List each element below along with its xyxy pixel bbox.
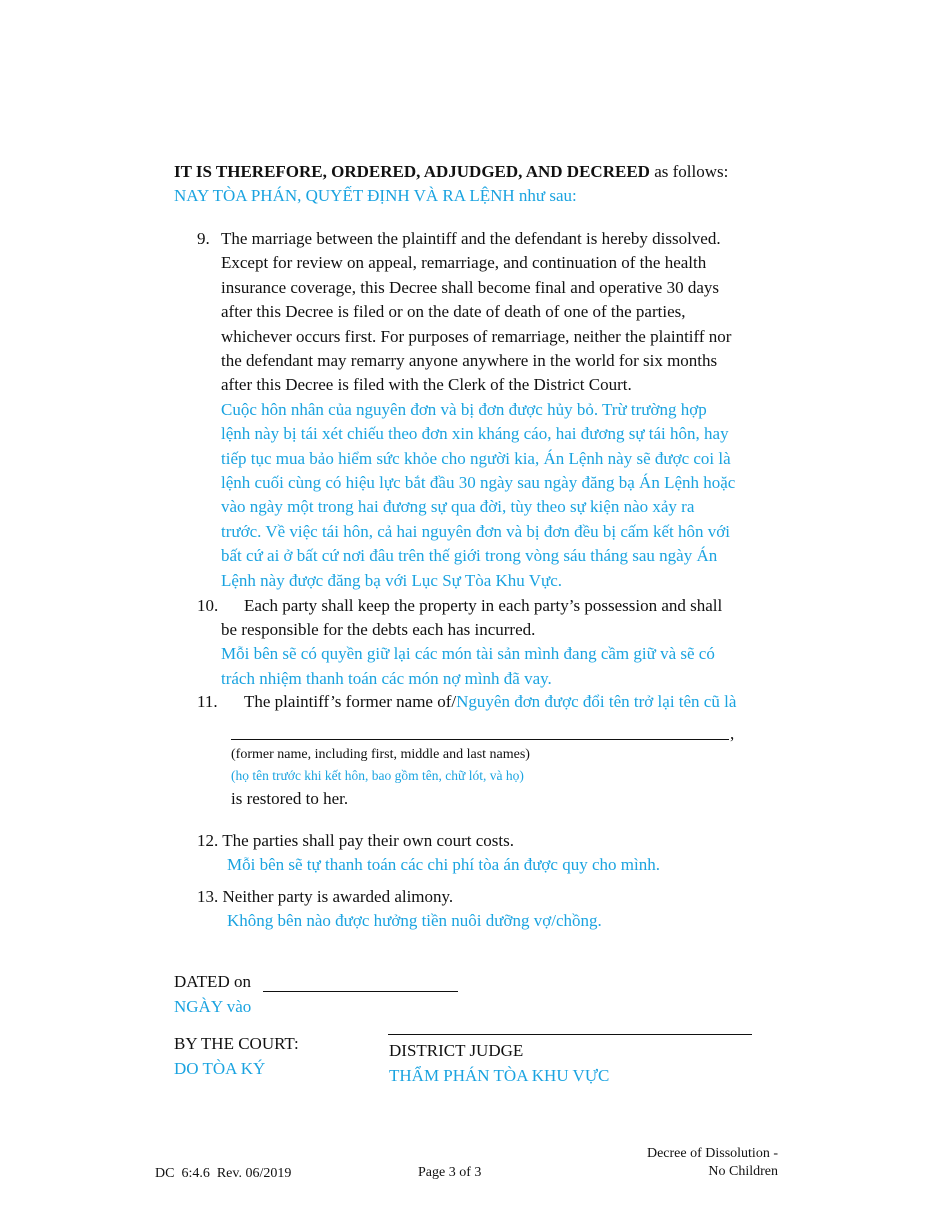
form-title-line-2: No Children bbox=[708, 1164, 778, 1179]
item-9-vi-line: vào ngày một trong hai đương sự qua đời, tùy theo sự kiện nào xảy ra bbox=[221, 497, 695, 517]
name-restored-text: is restored to her. bbox=[231, 789, 349, 808]
item-12-en: 12. The parties shall pay their own court costs. bbox=[197, 831, 514, 850]
form-title-line-1: Decree of Dissolution - bbox=[646, 1146, 778, 1161]
item-9-vi-line: lệnh này bị tái xét chiếu theo đơn xin kháng cáo, hai đương sự tái hôn, hay bbox=[221, 424, 729, 444]
item-11-number: 11. bbox=[197, 692, 218, 711]
page-number: Page 3 of 3 bbox=[418, 1165, 482, 1180]
former-name-comma: , bbox=[730, 724, 735, 743]
former-name-caption: (former name, including first, middle and last names) bbox=[231, 747, 530, 762]
item-12-vi: Mỗi bên sẽ tự thanh toán các chi phí tòa án được quy cho mình. bbox=[227, 855, 660, 874]
former-name-line[interactable] bbox=[231, 739, 729, 740]
item-13-vi: Không bên nào được hưởng tiền nuôi dưỡng vợ/chồng. bbox=[227, 911, 602, 930]
item-9-en-line: after this Decree is filed with the Clerk of the District Court. bbox=[221, 375, 632, 395]
decree-intro bbox=[174, 160, 814, 184]
item-9-number: 9. bbox=[197, 229, 210, 248]
item-10-vi-line: trách nhiệm thanh toán các món nợ mình đã vay. bbox=[221, 668, 552, 688]
item-9-en-line: whichever occurs first. For purposes of remarriage, neither the plaintiff nor bbox=[221, 326, 732, 346]
judge-signature-line[interactable] bbox=[388, 1034, 752, 1035]
item-9-en-line: the defendant may remarry anyone anywhere in the world for six months bbox=[221, 351, 718, 371]
item-10-en-second: be responsible for the debts each has incurred. bbox=[221, 620, 536, 639]
form-title bbox=[600, 1145, 778, 1181]
item-9-en-line: after this Decree is filed or on the date of death of one of the parties, bbox=[221, 302, 686, 322]
decree-intro-rest: as follows: bbox=[649, 162, 729, 181]
item-9-vi-line: Cuộc hôn nhân của nguyên đơn và bị đơn được hủy bỏ. Trừ trường hợp bbox=[221, 399, 707, 419]
item-10 bbox=[221, 618, 796, 691]
item-13-en: 13. Neither party is awarded alimony. bbox=[197, 887, 454, 906]
item-9-vi-line: trước. Về việc tái hôn, cả hai nguyên đơn và bị đơn đều bị cấm kết hôn với bbox=[221, 521, 730, 541]
item-9-vi-line: lệnh cuối cùng có hiệu lực bắt đầu 30 ngày sau ngày đăng bạ Án Lệnh hoặc bbox=[221, 473, 736, 493]
by-the-court-label: BY THE COURT: bbox=[174, 1034, 299, 1053]
former-name-caption-vi: (họ tên trước khi kết hôn, bao gồm tên, chữ lót, và họ) bbox=[231, 768, 524, 783]
district-judge-label: DISTRICT JUDGE bbox=[389, 1041, 524, 1060]
item-9-en-line: insurance coverage, this Decree shall become final and operative 30 days bbox=[221, 277, 719, 297]
item-9-en-line: The marriage between the plaintiff and the defendant is hereby dissolved. bbox=[221, 229, 721, 248]
item-10-number: 10. bbox=[197, 596, 219, 615]
item-9-en-line: Except for review on appeal, remarriage, and continuation of the health bbox=[221, 253, 707, 273]
date-line[interactable] bbox=[263, 991, 458, 992]
item-9-vi-line: bất cứ ai ở bất cứ nơi đâu trên thế giới trong vòng sáu tháng sau ngày Án bbox=[221, 546, 718, 566]
dated-label-vi: NGÀY vào bbox=[174, 997, 252, 1016]
item-10-vi-line: Mỗi bên sẽ có quyền giữ lại các món tài sản mình đang cầm giữ và sẽ có bbox=[221, 644, 715, 664]
item-10-en-first: Each party shall keep the property in each party’s possession and shall bbox=[244, 596, 723, 615]
district-judge-label-vi: THẨM PHÁN TÒA KHU VỰC bbox=[389, 1066, 610, 1085]
decree-intro-bold: IT IS THEREFORE, ORDERED, ADJUDGED, AND DECREED bbox=[174, 162, 650, 181]
item-11-text bbox=[244, 690, 804, 714]
by-the-court-label-vi: DO TÒA KÝ bbox=[174, 1059, 266, 1078]
item-11-vi: Nguyên đơn được đổi tên trở lại tên cũ là bbox=[456, 692, 737, 711]
item-11-en: The plaintiff’s former name of/ bbox=[244, 692, 457, 711]
form-id: DC 6:4.6 Rev. 06/2019 bbox=[155, 1166, 292, 1181]
item-9 bbox=[221, 227, 796, 593]
item-9-vi-line: Lệnh này được đăng bạ với Lục Sự Tòa Khu Vực. bbox=[221, 570, 563, 590]
decree-intro-vi: NAY TÒA PHÁN, QUYẾT ĐỊNH VÀ RA LỆNH như sau: bbox=[174, 186, 577, 205]
dated-label: DATED on bbox=[174, 972, 251, 991]
item-9-vi-line: tiếp tục mua bảo hiểm sức khỏe cho người kia, Án Lệnh này sẽ được coi là bbox=[221, 448, 731, 468]
